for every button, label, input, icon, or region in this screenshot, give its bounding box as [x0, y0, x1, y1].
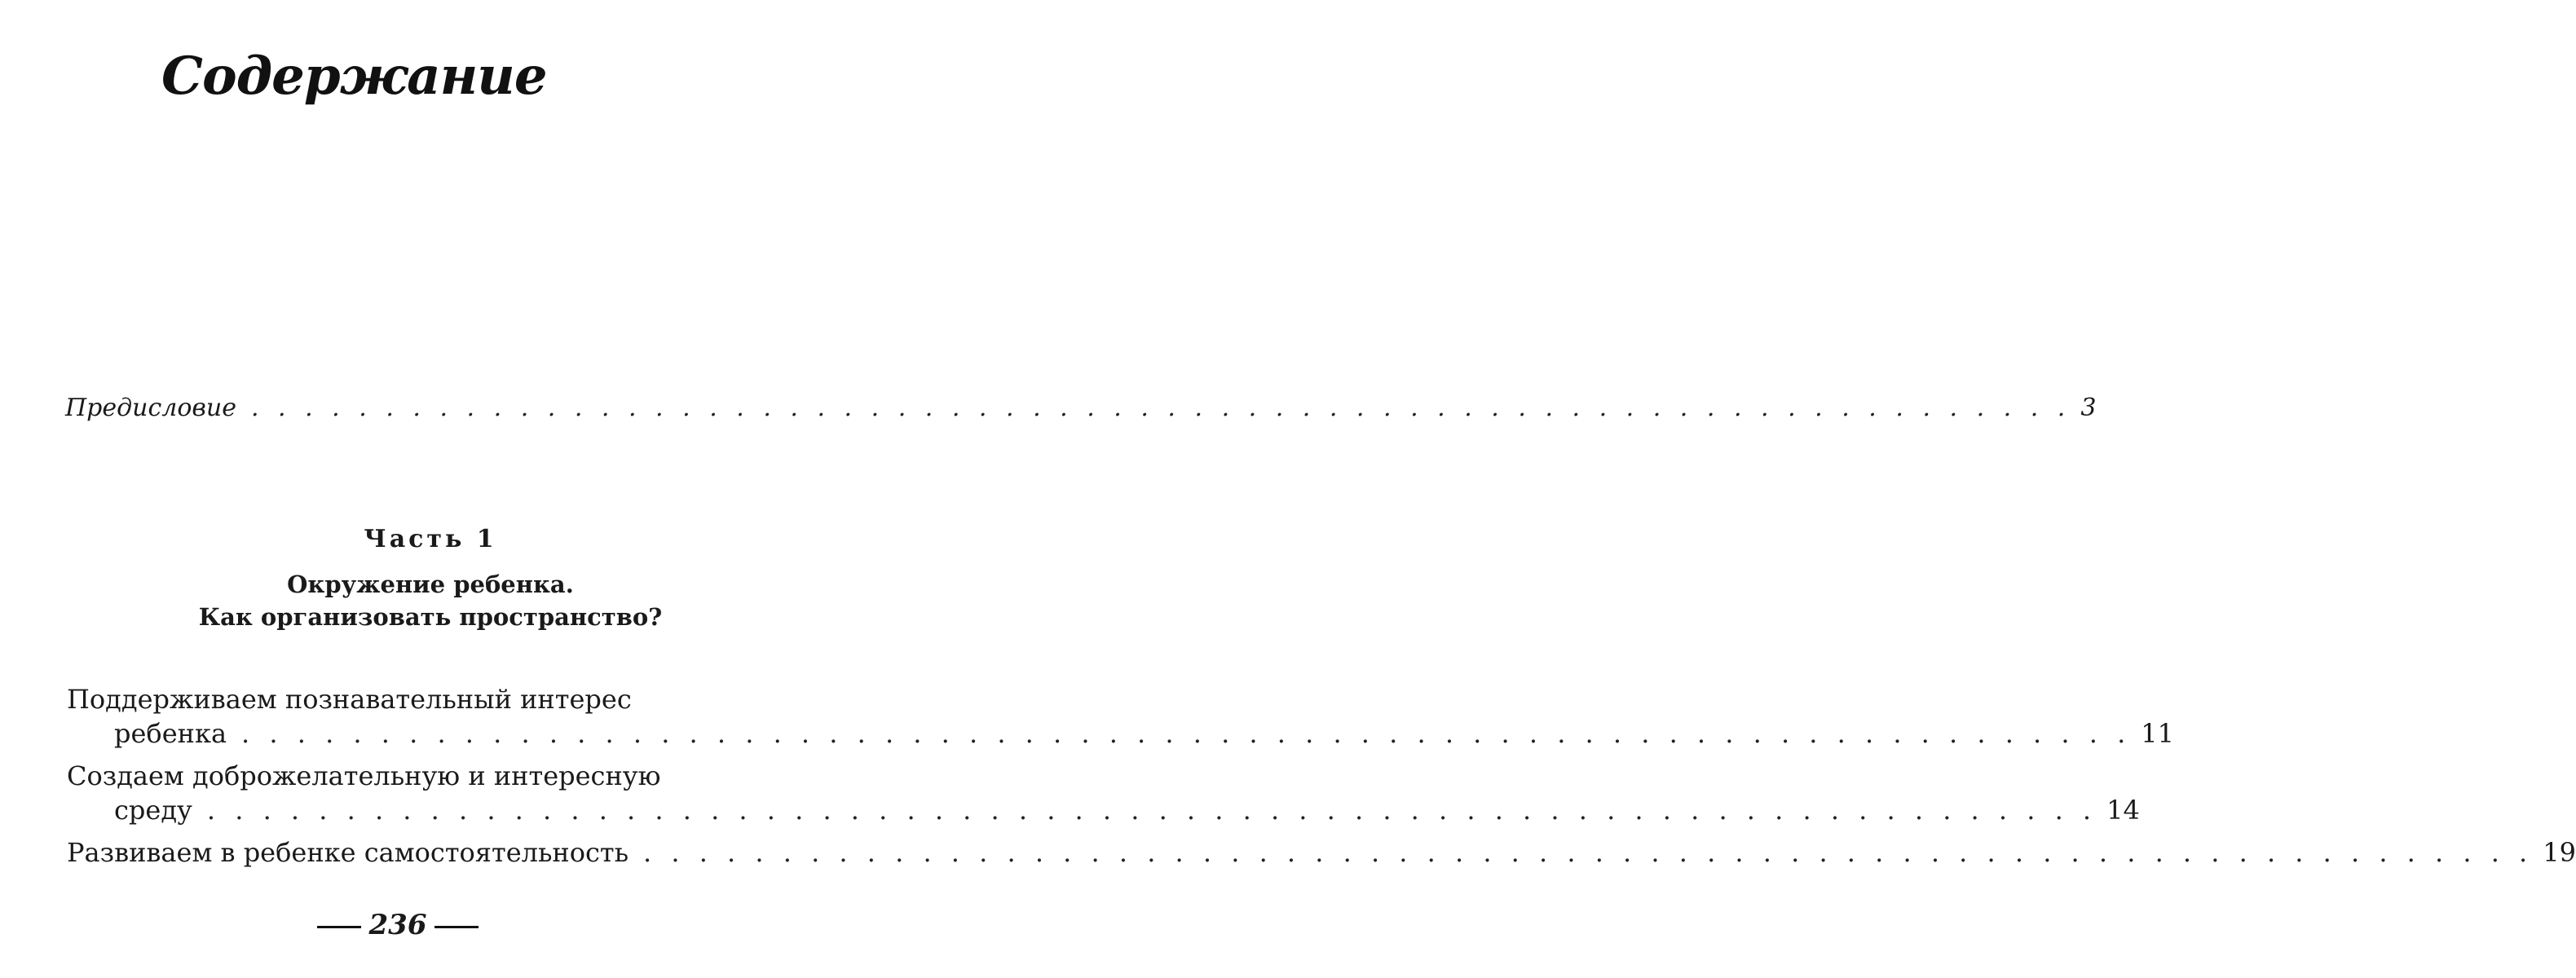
toc-entry-title-line[interactable]: Создаем доброжелательную и интересную — [67, 760, 661, 791]
toc-entry-title-line[interactable]: Поддерживаем познавательный интерес — [67, 684, 632, 715]
toc-entry-preface[interactable] — [65, 394, 2097, 422]
toc-page-number: 14 — [2106, 795, 2140, 826]
part-title-line-2: Как организовать пространство? — [198, 603, 663, 631]
toc-page-number: 11 — [2141, 718, 2174, 749]
toc-entry-friendly-environment[interactable] — [114, 795, 2140, 826]
dot-leader: . . . . . . . . . . . . . . . . . . . . . . . . . . . . . . . . . . . . . . . . . . . . . . . . . . . . . . . . . . . . . . . . . . . . — [206, 795, 2097, 826]
dot-leader: . . . . . . . . . . . . . . . . . . . . . . . . . . . . . . . . . . . . . . . . . . . . . . . . . . . . . . . . . . . . . . . . . . . . — [241, 718, 2132, 749]
part-title-line-1: Окружение ребенка. — [287, 570, 574, 598]
toc-entry-title-continued: среду — [114, 795, 192, 826]
folio-dash-right — [434, 926, 479, 928]
toc-entry-title: Развиваем в ребенке самостоятельность — [67, 837, 629, 868]
page-title: Содержание — [161, 46, 547, 107]
toc-page-number: 3 — [2080, 394, 2097, 422]
toc-entry-title-continued: ребенка — [114, 718, 227, 749]
dot-leader: . . . . . . . . . . . . . . . . . . . . . . . . . . . . . . . . . . . . . . . . . . . . . . . . . . . . . . . . . . . . . . . . . . . . — [643, 837, 2534, 868]
part-label: Часть 1 — [364, 525, 497, 553]
folio-number: 236 — [368, 909, 427, 941]
folio-dash-left — [317, 926, 361, 928]
toc-entry-title: Предисловие — [65, 394, 236, 422]
toc-page-number: 19 — [2543, 837, 2576, 868]
toc-entry-independence[interactable] — [67, 837, 2576, 868]
toc-entry-cognitive-interest[interactable] — [114, 718, 2174, 749]
dot-leader: . . . . . . . . . . . . . . . . . . . . . . . . . . . . . . . . . . . . . . . . . . . . . . . . . . . . . . . . . . . . . . . . . . . . — [250, 394, 2071, 422]
page-number-footer — [0, 911, 796, 939]
